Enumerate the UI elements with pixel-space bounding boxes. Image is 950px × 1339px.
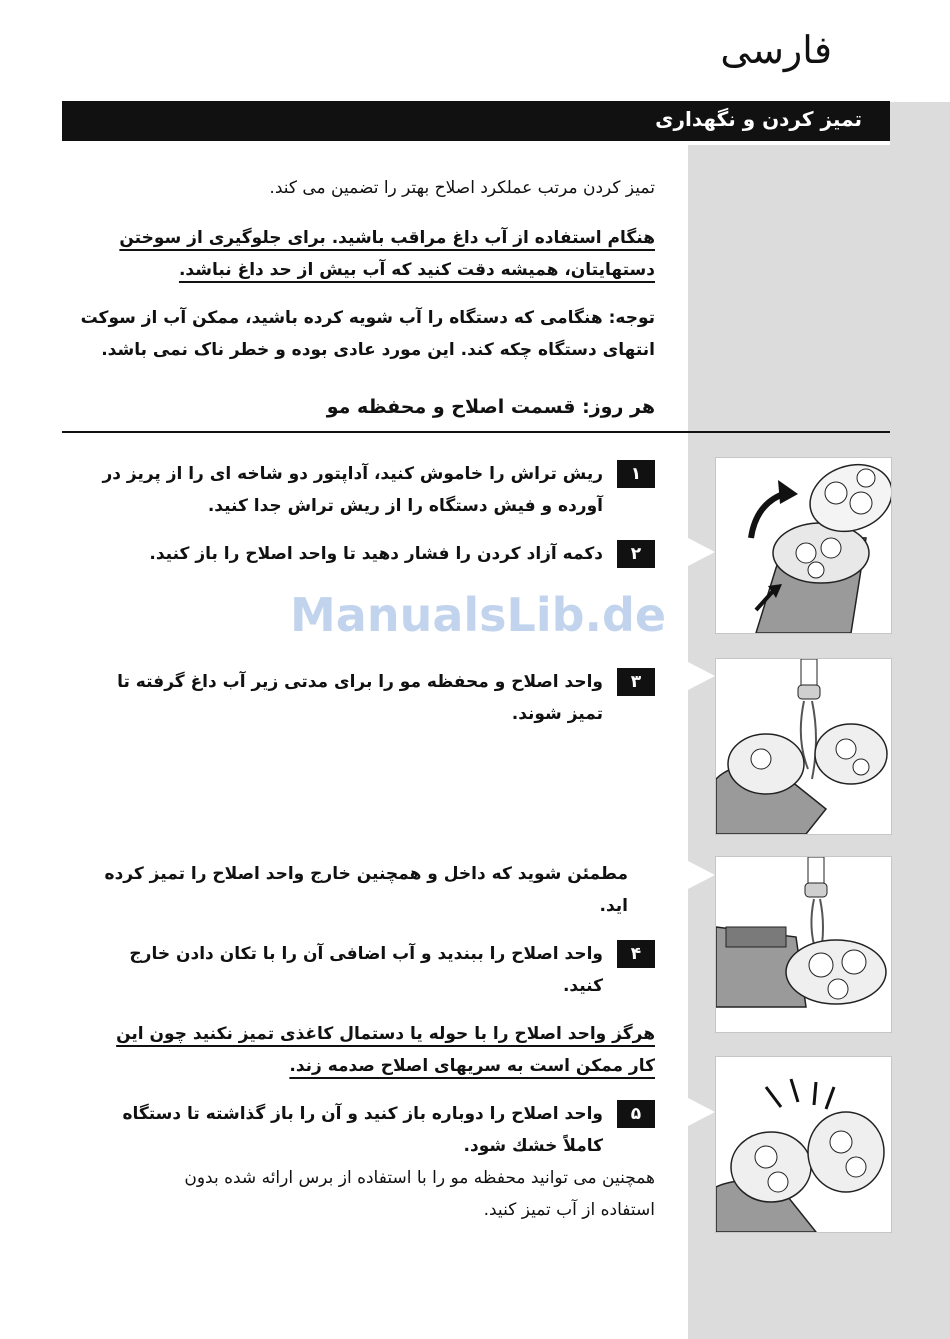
step-line: ریش تراش را خاموش کنید، آداپتور دو شاخه ای را از پریز در bbox=[102, 464, 603, 484]
watermark: ManualsLib.de bbox=[290, 588, 667, 642]
section-title: تمیز کردن و نگهداری bbox=[655, 107, 862, 131]
brush-line-1: همچنین می توانید محفظه مو را با استفاده از برس ارائه شده بدون bbox=[184, 1168, 655, 1188]
step-line: واحد اصلاح را ببندید و آب اضافی آن را با تکان دادن خارج bbox=[129, 944, 603, 964]
section-header-bar bbox=[62, 101, 890, 141]
step-line: کنید. bbox=[562, 976, 603, 996]
step-1 bbox=[75, 458, 655, 522]
shaver-drying-open-icon bbox=[715, 1056, 892, 1233]
step-3 bbox=[75, 666, 655, 730]
step-number: ۵ bbox=[617, 1100, 655, 1128]
heading-rule bbox=[62, 431, 890, 433]
warning-line-2: دستهایتان، همیشه دقت کنید که آب بیش از حد داغ نباشد. bbox=[178, 260, 655, 280]
illustration-pointer bbox=[688, 538, 715, 566]
brush-line-2: استفاده از آب تمیز کنید. bbox=[483, 1200, 655, 1220]
never-line-1: هرگز واحد اصلاح را با حوله یا دستمال کاغذی تمیز نکنید چون این bbox=[116, 1024, 655, 1044]
shaver-open-release-icon bbox=[715, 457, 892, 634]
make-sure-line-2: اید. bbox=[599, 896, 628, 916]
illustration-pointer bbox=[688, 861, 715, 889]
illustration-pointer bbox=[688, 1098, 715, 1126]
make-sure-line-1: مطمئن شوید که داخل و همچنین خارج واحد اصلاح را تمیز کرده bbox=[104, 864, 628, 884]
warning-line-1: هنگام استفاده از آب داغ مراقب باشید. برای جلوگیری از سوختن bbox=[119, 228, 655, 248]
step-line: واحد اصلاح را دوباره باز کنید و آن را باز گذاشته تا دستگاه bbox=[122, 1104, 603, 1124]
side-tab bbox=[890, 102, 950, 145]
step-text bbox=[75, 938, 603, 1002]
step-text bbox=[75, 1098, 603, 1162]
daily-heading: هر روز: قسمت اصلاح و محفظه مو bbox=[326, 396, 655, 418]
step-text bbox=[75, 538, 603, 570]
intro-paragraph bbox=[55, 172, 655, 204]
step-number: ۲ bbox=[617, 540, 655, 568]
note-line-2: انتهای دستگاه چکه کند. این مورد عادی بوده و خطر ناک نمی باشد. bbox=[101, 340, 655, 360]
step-line: کاملاً خشك شود. bbox=[463, 1136, 603, 1156]
language-label: فارسی bbox=[720, 28, 832, 72]
step-number: ۳ bbox=[617, 668, 655, 696]
shaver-rinse-closed-icon bbox=[715, 856, 892, 1033]
brush-note bbox=[55, 1162, 655, 1226]
step-line: تمیز شوند. bbox=[511, 704, 603, 724]
step-5 bbox=[75, 1098, 655, 1162]
never-line-2: کار ممکن است به سریهای اصلاح صدمه زند. bbox=[289, 1056, 655, 1076]
hot-water-warning bbox=[55, 222, 655, 286]
make-sure-note bbox=[63, 858, 628, 922]
note-paragraph bbox=[55, 302, 655, 366]
shaver-rinse-open-icon bbox=[715, 658, 892, 835]
step-number: ۴ bbox=[617, 940, 655, 968]
step-line: آورده و فیش دستگاه را از ریش تراش جدا کنید. bbox=[207, 496, 603, 516]
note-line-1: توجه: هنگامی که دستگاه را آب شویه کرده باشید، ممکن آب از سوکت bbox=[80, 308, 655, 328]
step-line: واحد اصلاح و محفظه مو را برای مدتی زیر آب داغ گرفته تا bbox=[117, 672, 603, 692]
illustration-pointer bbox=[688, 662, 715, 690]
intro-text: تمیز کردن مرتب عملکرد اصلاح بهتر را تضمین می کند. bbox=[269, 178, 655, 198]
step-text bbox=[75, 666, 603, 730]
step-2 bbox=[75, 538, 655, 570]
step-number: ۱ bbox=[617, 460, 655, 488]
step-line: دکمه آزاد کردن را فشار دهید تا واحد اصلاح را باز کنید. bbox=[149, 544, 603, 564]
step-4 bbox=[75, 938, 655, 1002]
never-towel-warning bbox=[55, 1018, 655, 1082]
step-text bbox=[75, 458, 603, 522]
